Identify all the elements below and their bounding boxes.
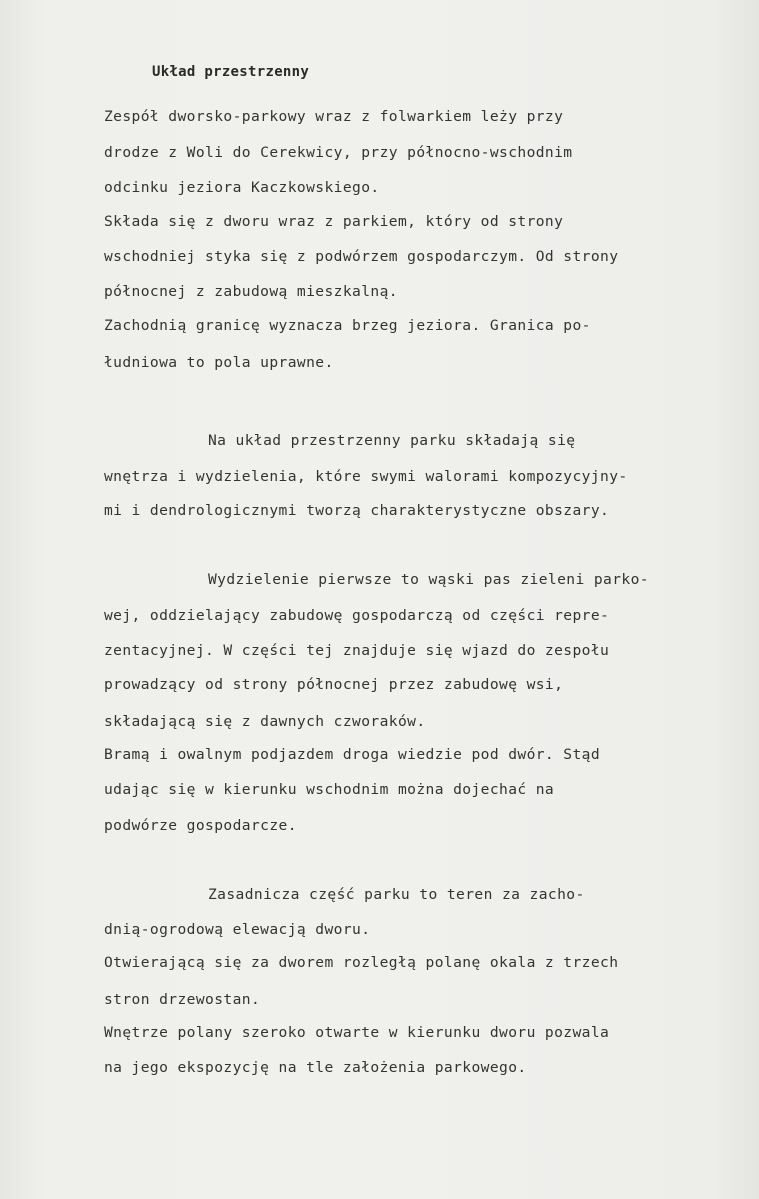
- text-line: wnętrza i wydzielenia, które swymi walorami kompozycyjny-: [104, 468, 628, 485]
- text-line: Zasadnicza część parku to teren za zacho-: [208, 886, 585, 903]
- text-line: drodze z Woli do Cerekwicy, przy północno-wschodnim: [104, 144, 573, 161]
- text-line: Na układ przestrzenny parku składają się: [208, 432, 576, 449]
- text-line: wschodniej styka się z podwórzem gospodarczym. Od strony: [104, 248, 619, 265]
- text-line: odcinku jeziora Kaczkowskiego.: [104, 179, 380, 196]
- text-line: łudniowa to pola uprawne.: [104, 354, 334, 371]
- text-line: udając się w kierunku wschodnim można dojechać na: [104, 781, 555, 798]
- text-line: Otwierającą się za dworem rozległą polanę okala z trzech: [104, 954, 619, 971]
- text-line: stron drzewostan.: [104, 991, 261, 1008]
- text-line: północnej z zabudową mieszkalną.: [104, 283, 398, 300]
- text-line: Zespół dworsko-parkowy wraz z folwarkiem leży przy: [104, 108, 564, 125]
- text-line: Bramą i owalnym podjazdem droga wiedzie pod dwór. Stąd: [104, 746, 601, 763]
- text-line: na jego ekspozycję na tle założenia parkowego.: [104, 1059, 527, 1076]
- text-line: wej, oddzielający zabudowę gospodarczą od części repre-: [104, 607, 610, 624]
- section-heading: Układ przestrzenny: [152, 64, 310, 80]
- text-line: Wydzielenie pierwsze to wąski pas zieleni parko-: [208, 571, 649, 588]
- text-line: Zachodnią granicę wyznacza brzeg jeziora. Granica po-: [104, 317, 591, 334]
- text-line: Wnętrze polany szeroko otwarte w kierunku dworu pozwala: [104, 1024, 610, 1041]
- text-line: mi i dendrologicznymi tworzą charakterystyczne obszary.: [104, 502, 610, 519]
- text-line: podwórze gospodarcze.: [104, 817, 297, 834]
- text-line: Składa się z dworu wraz z parkiem, który od strony: [104, 213, 564, 230]
- text-line: składającą się z dawnych czworaków.: [104, 713, 426, 730]
- text-line: prowadzący od strony północnej przez zabudowę wsi,: [104, 676, 564, 693]
- text-line: dnią-ogrodową elewacją dworu.: [104, 921, 371, 938]
- text-line: zentacyjnej. W części tej znajduje się wjazd do zespołu: [104, 642, 610, 659]
